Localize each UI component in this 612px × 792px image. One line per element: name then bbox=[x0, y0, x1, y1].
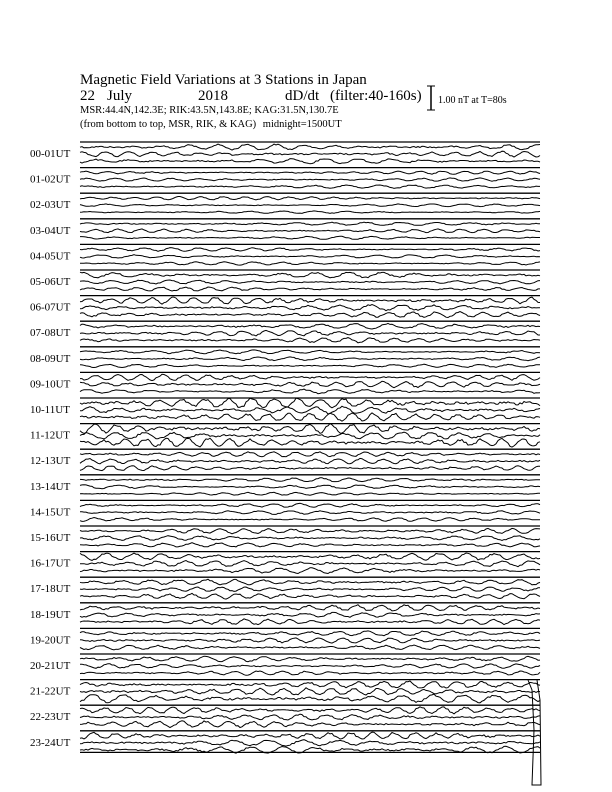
chart-title: Magnetic Field Variations at 3 Stations in Japan bbox=[80, 72, 367, 88]
rik-trace bbox=[80, 178, 540, 181]
msr-trace bbox=[80, 185, 540, 188]
kag-trace bbox=[80, 605, 540, 611]
rik-trace bbox=[80, 229, 540, 233]
kag-trace bbox=[80, 656, 540, 662]
msr-trace bbox=[80, 466, 540, 471]
rik-trace bbox=[80, 406, 540, 414]
scale-label: 1.00 nT at T=80s bbox=[438, 95, 507, 106]
rik-trace bbox=[80, 664, 540, 669]
kag-trace bbox=[80, 478, 540, 482]
msr-trace bbox=[80, 671, 540, 675]
rik-trace bbox=[80, 714, 540, 720]
hour-label: 07-08UT bbox=[30, 327, 71, 340]
kag-trace bbox=[80, 631, 540, 636]
rik-trace bbox=[80, 255, 540, 258]
hour-label: 03-04UT bbox=[30, 224, 71, 237]
msr-trace bbox=[80, 568, 540, 574]
filter-label: (filter:40-160s) bbox=[330, 88, 422, 104]
msr-trace bbox=[80, 593, 540, 599]
msr-trace bbox=[80, 492, 540, 495]
msr-trace bbox=[80, 236, 540, 239]
stations-line: MSR:44.4N,142.3E; RIK:43.5N,143.8E; KAG:31.5N,130.7E bbox=[80, 105, 339, 116]
msr-trace bbox=[80, 619, 540, 625]
kag-trace bbox=[80, 503, 540, 507]
rik-trace bbox=[80, 357, 540, 361]
msr-trace bbox=[80, 413, 540, 421]
kag-trace bbox=[80, 707, 540, 714]
kag-trace bbox=[80, 297, 540, 304]
order-note: (from bottom to top, MSR, RIK, & KAG) bbox=[80, 119, 257, 130]
rik-trace bbox=[80, 612, 540, 617]
hour-label: 06-07UT bbox=[30, 301, 71, 314]
hour-label: 14-15UT bbox=[30, 506, 71, 519]
hour-label: 13-14UT bbox=[30, 480, 71, 493]
hour-label: 17-18UT bbox=[30, 583, 71, 596]
msr-trace bbox=[80, 645, 540, 650]
kag-trace bbox=[80, 248, 540, 252]
hour-label: 12-13UT bbox=[30, 455, 71, 468]
hour-label: 00-01UT bbox=[30, 148, 71, 160]
kag-trace bbox=[80, 350, 540, 354]
kag-trace bbox=[80, 553, 540, 560]
date-day: 22 bbox=[80, 88, 95, 104]
hour-label: 23-24UT bbox=[30, 736, 71, 749]
rik-trace bbox=[80, 740, 540, 746]
rik-trace bbox=[80, 587, 540, 591]
rik-trace bbox=[80, 305, 540, 311]
hour-label: 04-05UT bbox=[30, 250, 71, 263]
msr-trace bbox=[80, 438, 540, 447]
kag-trace bbox=[80, 323, 540, 329]
hour-label: 05-06UT bbox=[30, 276, 71, 288]
rik-trace bbox=[80, 151, 540, 157]
hour-label: 15-16UT bbox=[30, 532, 71, 544]
hour-label: 02-03UT bbox=[30, 199, 71, 212]
rik-trace bbox=[80, 485, 540, 489]
hour-label: 18-19UT bbox=[30, 608, 71, 621]
large-excursion-trace bbox=[528, 680, 541, 785]
midnight-note: midnight=1500UT bbox=[262, 119, 342, 130]
kag-trace bbox=[80, 197, 540, 200]
msr-trace bbox=[80, 211, 540, 214]
msr-trace bbox=[80, 694, 540, 703]
msr-trace bbox=[80, 389, 540, 394]
rik-trace bbox=[80, 536, 540, 541]
kag-trace bbox=[80, 452, 540, 457]
rik-trace bbox=[80, 432, 540, 439]
hour-label: 10-11UT bbox=[30, 404, 70, 416]
msr-trace bbox=[80, 287, 540, 291]
kag-trace bbox=[80, 374, 540, 380]
date-year: 2018 bbox=[198, 88, 228, 104]
msr-trace bbox=[80, 543, 540, 547]
kag-trace bbox=[80, 171, 540, 174]
kag-trace bbox=[80, 272, 540, 278]
msr-trace bbox=[80, 721, 540, 728]
hour-label: 22-23UT bbox=[30, 711, 71, 724]
kag-trace bbox=[80, 144, 540, 150]
date-month: July bbox=[107, 88, 133, 104]
rik-trace bbox=[80, 561, 540, 567]
msr-trace bbox=[80, 364, 540, 367]
kag-trace bbox=[80, 398, 540, 408]
kag-trace bbox=[80, 681, 540, 688]
msr-trace bbox=[80, 159, 540, 164]
hour-label: 16-17UT bbox=[30, 557, 71, 570]
rik-trace bbox=[80, 330, 540, 336]
rik-trace bbox=[80, 688, 540, 695]
rik-trace bbox=[80, 381, 540, 387]
msr-trace bbox=[80, 262, 540, 265]
kag-trace bbox=[80, 579, 540, 585]
msr-trace bbox=[80, 312, 540, 318]
hour-label: 20-21UT bbox=[30, 660, 71, 672]
rik-trace bbox=[80, 458, 540, 463]
hour-label: 19-20UT bbox=[30, 634, 71, 647]
kag-trace bbox=[80, 528, 540, 533]
hour-label: 21-22UT bbox=[30, 685, 71, 698]
rik-trace bbox=[80, 204, 540, 207]
rik-trace bbox=[80, 280, 540, 284]
hour-label: 01-02UT bbox=[30, 173, 71, 186]
kag-trace bbox=[80, 424, 540, 434]
hour-label: 09-10UT bbox=[30, 378, 71, 391]
hour-label: 08-09UT bbox=[30, 352, 71, 365]
rik-trace bbox=[80, 638, 540, 643]
component-label: dD/dt bbox=[285, 88, 320, 104]
kag-trace bbox=[80, 732, 540, 739]
msr-trace bbox=[80, 518, 540, 522]
hour-label: 11-12UT bbox=[30, 429, 70, 442]
rik-trace bbox=[80, 511, 540, 515]
kag-trace bbox=[80, 222, 540, 225]
msr-trace bbox=[80, 338, 540, 343]
